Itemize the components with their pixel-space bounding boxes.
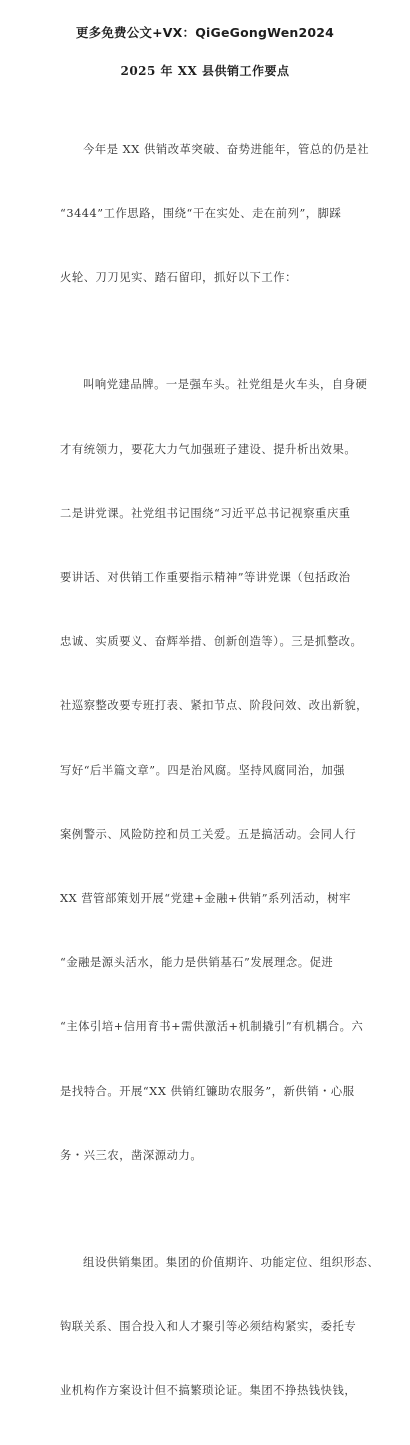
text-line: 今年是 XX 供销改革突破、奋势进能年，管总的仍是社 xyxy=(83,142,370,156)
text-line: 叫响党建品牌。一是强车头。社党组是火车头，自身硬 xyxy=(83,378,368,392)
text-line: 组设供销集团。集团的价值期许、功能定位、组织形态、 xyxy=(83,1255,380,1269)
text-line: 社巡察整改要专班打表、紧扣节点、阶段问效、改出新貌， xyxy=(60,699,369,713)
text-line: “主体引培+信用育书+需供激活+机制撬引”有机耦合。六 xyxy=(60,1020,364,1034)
text-line: 火轮、刀刀见实、踏石留印，抓好以下工作： xyxy=(60,271,297,285)
text-line: “3444”工作思路，围绕“干在实处、走在前列”，脚踩 xyxy=(60,207,342,221)
text-line: 写好“后半篇文章”。四是治风腐。坚持风腐同治，加强 xyxy=(60,763,346,777)
text-line: 忠诚、实质要义、奋辉举措、创新创造等）。三是抓整改。 xyxy=(60,635,363,649)
text-line: 业机构作方案设计但不搞繁琐论证。集团不挣热钱快钱， xyxy=(60,1384,357,1398)
paragraph-party-building xyxy=(60,331,369,1209)
paragraph-supply-group xyxy=(60,1209,380,1444)
promo-header: 更多免费公文+VX：QiGeGongWen2024 xyxy=(75,25,335,40)
text-line: 二是讲党课。社党组书记围绕“习近平总书记视察重庆重 xyxy=(60,506,351,520)
text-line: 是找特合。开展“XX 供销红镰助农服务”，新供销・心服 xyxy=(60,1084,355,1098)
text-line: 案例警示、风险防控和员工关爱。五是搞活动。会同人行 xyxy=(60,827,357,841)
paragraph-intro xyxy=(60,96,370,331)
document-body xyxy=(60,96,380,1445)
text-line: 才有统领力，要花大力气加强班子建设、提升析出效果。 xyxy=(60,442,357,456)
document-title: 2025 年 XX 县供销工作要点 xyxy=(120,64,290,78)
text-line: XX 营管部策划开展“党建+金融+供销”系列活动，树牢 xyxy=(60,892,351,906)
text-line: 钩联关系、围合投入和人才聚引等必须结构紧实，委托专 xyxy=(60,1320,357,1334)
text-line: 务・兴三农，凿深源动力。 xyxy=(60,1148,203,1162)
text-line: 要讲话、对供销工作重要指示精神”等讲党课（包括政治 xyxy=(60,570,351,584)
text-line: “金融是源头活水，能力是供销基石”发展理念。促进 xyxy=(60,956,334,970)
